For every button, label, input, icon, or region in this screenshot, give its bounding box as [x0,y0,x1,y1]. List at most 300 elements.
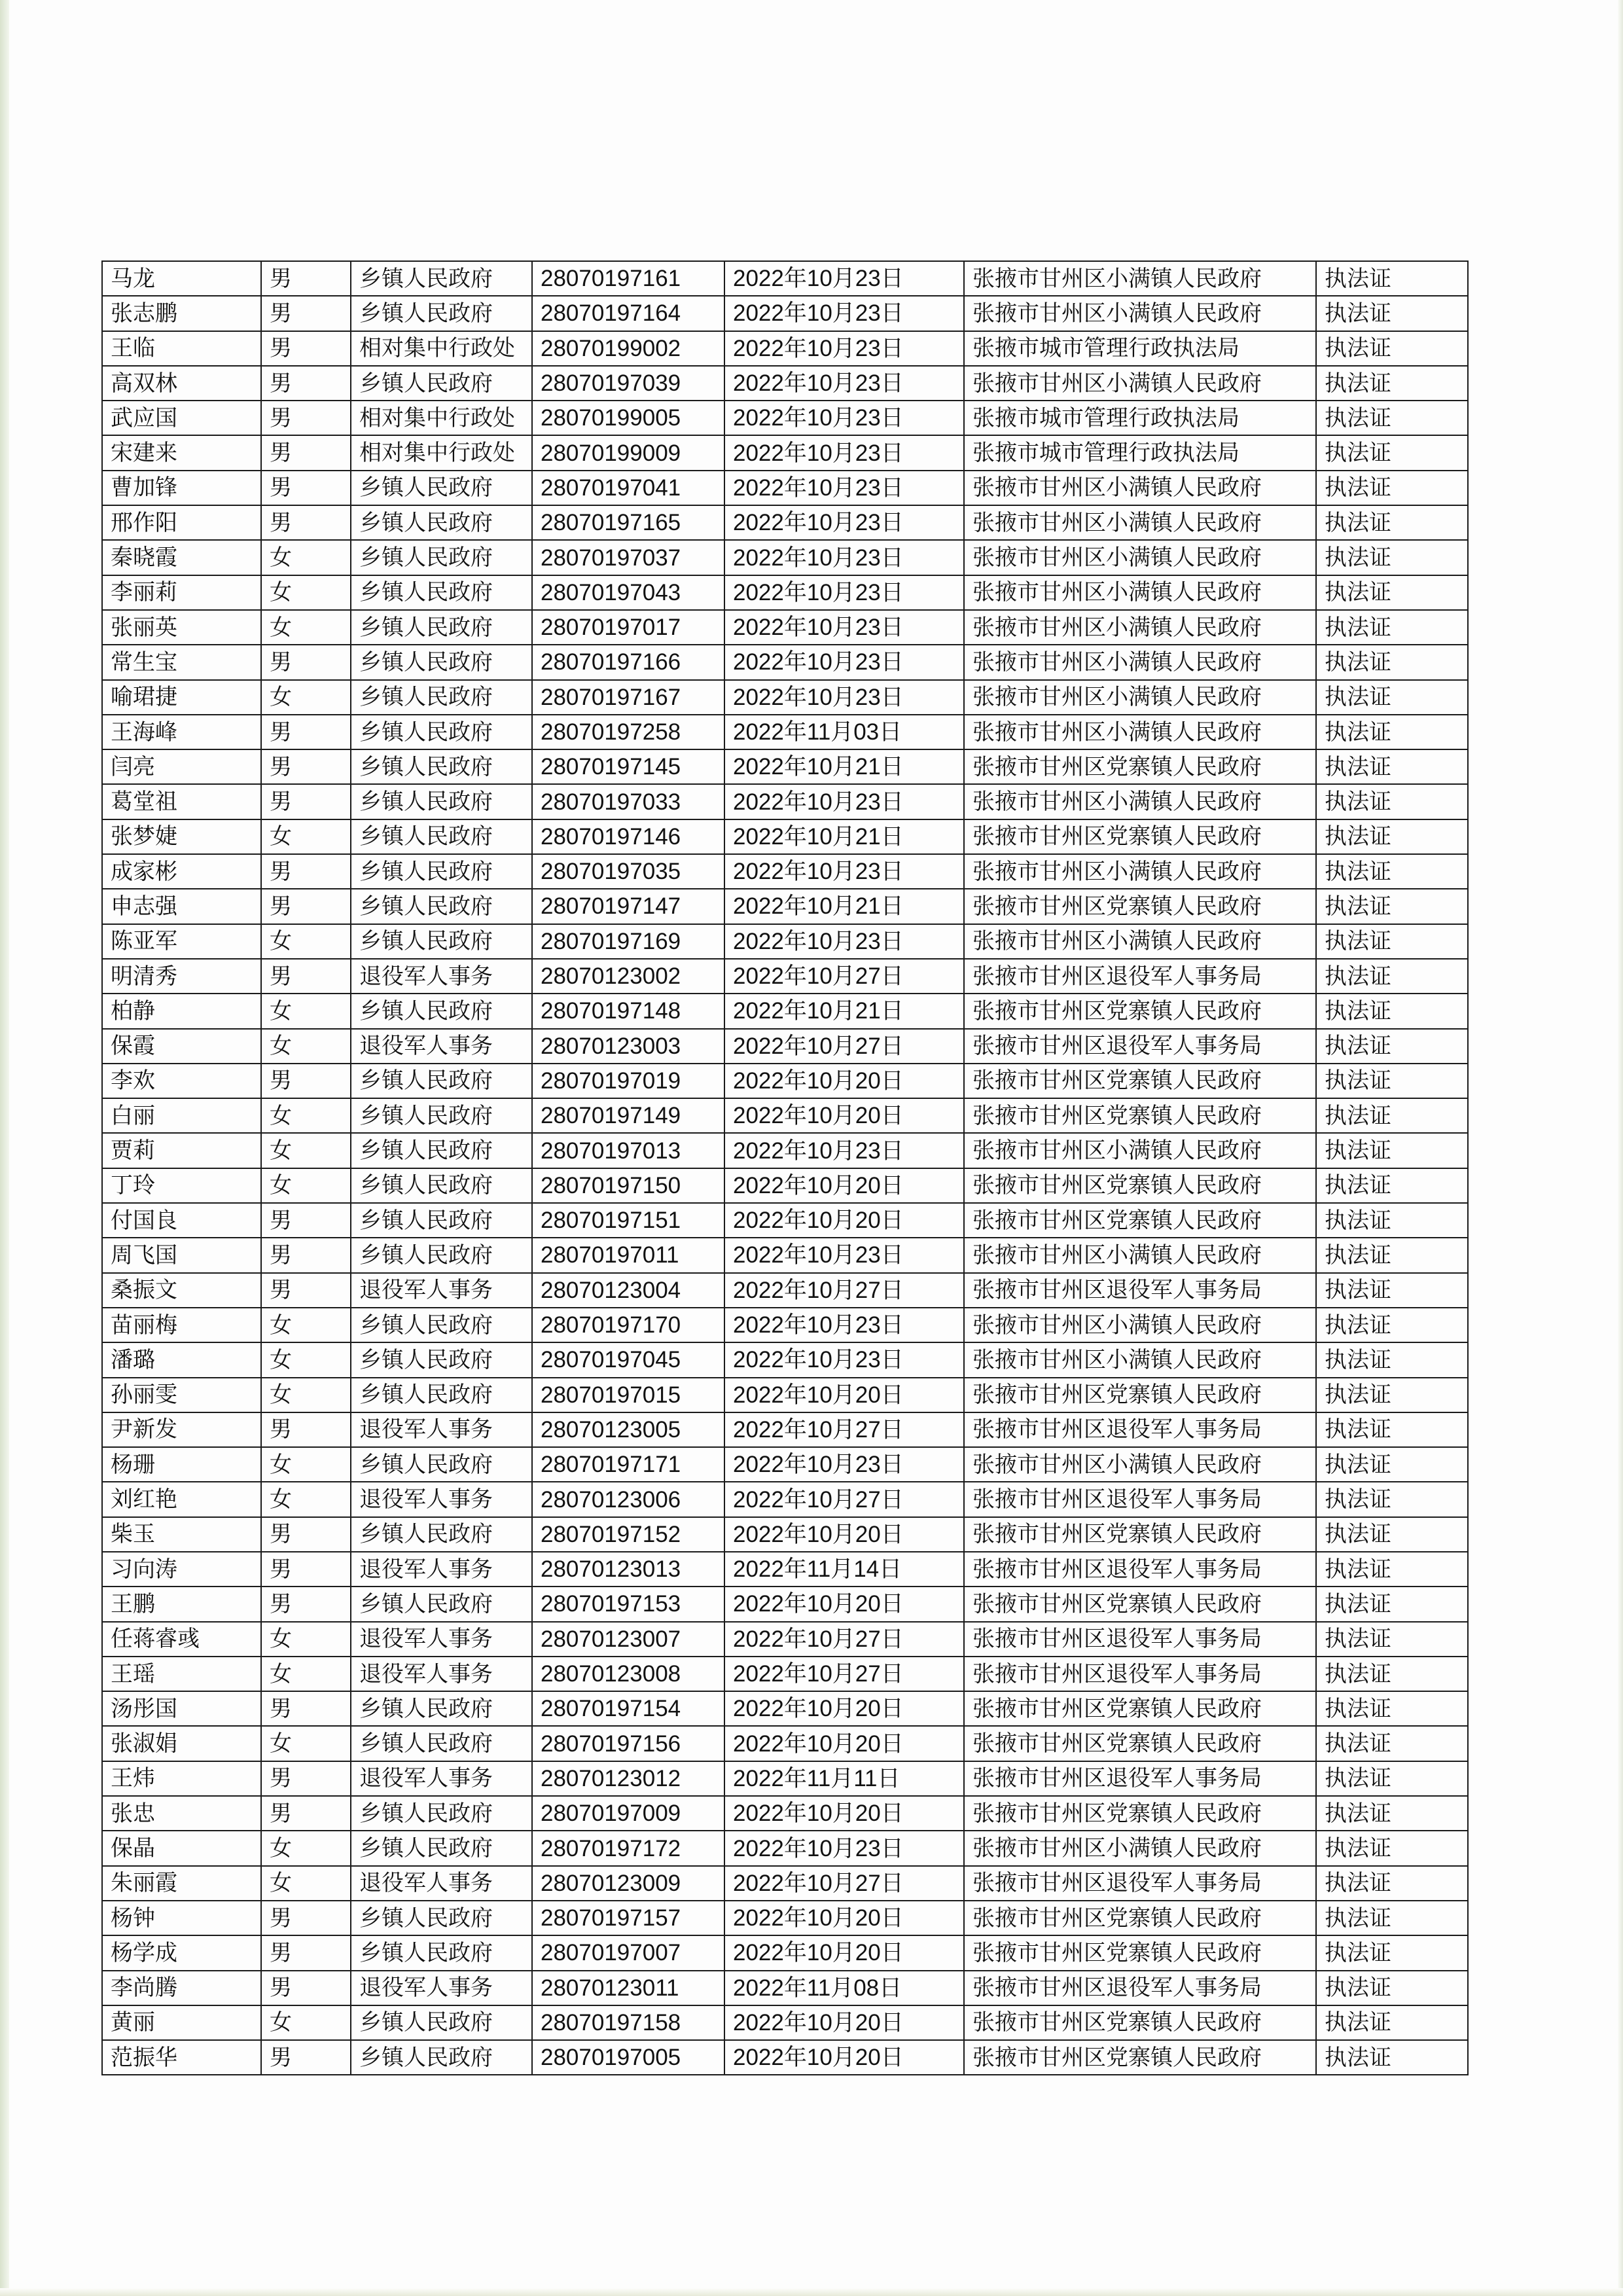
issuing-agency-cell: 张掖市甘州区党寨镇人民政府 [964,1691,1316,1726]
certificate-type-cell: 执法证 [1316,994,1468,1028]
gender-cell: 女 [261,1622,351,1657]
category-cell: 退役军人事务 [351,1866,532,1901]
certificate-number-cell: 28070197011 [532,1238,724,1272]
certificate-type-cell: 执法证 [1316,1761,1468,1796]
issuing-agency-cell: 张掖市甘州区退役军人事务局 [964,1761,1316,1796]
issue-date-cell: 2022年10月20日 [724,1168,964,1203]
category-cell: 乡镇人民政府 [351,1587,532,1621]
gender-cell: 男 [261,435,351,470]
issuing-agency-cell: 张掖市甘州区小满镇人民政府 [964,505,1316,540]
issue-date-cell: 2022年10月20日 [724,1378,964,1412]
certificate-type-cell: 执法证 [1316,366,1468,401]
table-row [102,1657,1468,1691]
name-cell: 习向涛 [102,1552,261,1587]
gender-cell: 男 [261,1901,351,1935]
gender-cell: 男 [261,1761,351,1796]
certificate-number-cell: 28070123011 [532,1971,724,2005]
issue-date-cell: 2022年10月20日 [724,1901,964,1935]
issuing-agency-cell: 张掖市甘州区小满镇人民政府 [964,1238,1316,1272]
certificate-type-cell: 执法证 [1316,575,1468,610]
category-cell: 相对集中行政处 [351,401,532,435]
category-cell: 乡镇人民政府 [351,645,532,679]
certificate-number-cell: 28070199009 [532,435,724,470]
table-row [102,471,1468,505]
table-row [102,1098,1468,1133]
name-cell: 秦晓霞 [102,540,261,575]
certificate-number-cell: 28070197164 [532,296,724,331]
table-row [102,889,1468,924]
category-cell: 乡镇人民政府 [351,1726,532,1761]
issue-date-cell: 2022年10月23日 [724,680,964,715]
gender-cell: 男 [261,1412,351,1447]
table-row [102,1517,1468,1552]
name-cell: 张志鹏 [102,296,261,331]
issue-date-cell: 2022年10月23日 [724,435,964,470]
certificate-number-cell: 28070197156 [532,1726,724,1761]
gender-cell: 男 [261,1238,351,1272]
certificate-number-cell: 28070197149 [532,1098,724,1133]
issue-date-cell: 2022年10月23日 [724,1308,964,1342]
gender-cell: 男 [261,2040,351,2075]
certificate-number-cell: 28070197146 [532,819,724,854]
name-cell: 柴玉 [102,1517,261,1552]
category-cell: 乡镇人民政府 [351,2040,532,2075]
certificate-number-cell: 28070197019 [532,1064,724,1098]
certificate-number-cell: 28070197145 [532,749,724,784]
gender-cell: 男 [261,784,351,819]
gender-cell: 女 [261,540,351,575]
certificate-type-cell: 执法证 [1316,1447,1468,1482]
certificate-type-cell: 执法证 [1316,1622,1468,1657]
scan-edge-left [0,0,9,2296]
certificate-type-cell: 执法证 [1316,680,1468,715]
gender-cell: 男 [261,1064,351,1098]
scan-edge-bottom [0,2288,1623,2296]
certificate-number-cell: 28070123008 [532,1657,724,1691]
certificate-type-cell: 执法证 [1316,1482,1468,1516]
issue-date-cell: 2022年10月23日 [724,924,964,959]
name-cell: 张忠 [102,1796,261,1831]
category-cell: 乡镇人民政府 [351,296,532,331]
issuing-agency-cell: 张掖市甘州区退役军人事务局 [964,1866,1316,1901]
issuing-agency-cell: 张掖市甘州区小满镇人民政府 [964,924,1316,959]
certificate-number-cell: 28070197015 [532,1378,724,1412]
table-row [102,1447,1468,1482]
certificate-type-cell: 执法证 [1316,1657,1468,1691]
category-cell: 退役军人事务 [351,1552,532,1587]
certificate-number-cell: 28070123007 [532,1622,724,1657]
table-row [102,575,1468,610]
issue-date-cell: 2022年10月23日 [724,331,964,366]
table-row [102,1622,1468,1657]
name-cell: 成家彬 [102,854,261,889]
name-cell: 马龙 [102,261,261,296]
name-cell: 保霞 [102,1029,261,1064]
issue-date-cell: 2022年10月23日 [724,505,964,540]
issuing-agency-cell: 张掖市甘州区小满镇人民政府 [964,261,1316,296]
table-row [102,296,1468,331]
certificate-number-cell: 28070197154 [532,1691,724,1726]
issue-date-cell: 2022年10月23日 [724,401,964,435]
name-cell: 李丽莉 [102,575,261,610]
name-cell: 明清秀 [102,959,261,994]
gender-cell: 男 [261,889,351,924]
category-cell: 乡镇人民政府 [351,1691,532,1726]
category-cell: 乡镇人民政府 [351,1342,532,1377]
table-row [102,1901,1468,1935]
certificate-type-cell: 执法证 [1316,1308,1468,1342]
certificate-type-cell: 执法证 [1316,401,1468,435]
certificate-type-cell: 执法证 [1316,889,1468,924]
certificate-number-cell: 28070123004 [532,1273,724,1308]
issue-date-cell: 2022年11月08日 [724,1971,964,2005]
certificate-type-cell: 执法证 [1316,2005,1468,2040]
gender-cell: 女 [261,1168,351,1203]
name-cell: 尹新发 [102,1412,261,1447]
issue-date-cell: 2022年10月23日 [724,784,964,819]
category-cell: 乡镇人民政府 [351,1064,532,1098]
certificate-type-cell: 执法证 [1316,471,1468,505]
issuing-agency-cell: 张掖市甘州区党寨镇人民政府 [964,1587,1316,1621]
name-cell: 张丽英 [102,610,261,645]
table-row [102,1308,1468,1342]
gender-cell: 女 [261,924,351,959]
table-row [102,1342,1468,1377]
certificate-type-cell: 执法证 [1316,296,1468,331]
table-row [102,1133,1468,1168]
gender-cell: 女 [261,1378,351,1412]
certificate-number-cell: 28070197007 [532,1935,724,1970]
certificate-number-cell: 28070197033 [532,784,724,819]
certificate-type-cell: 执法证 [1316,331,1468,366]
certificate-number-cell: 28070197151 [532,1203,724,1238]
table-row [102,2005,1468,2040]
category-cell: 乡镇人民政府 [351,1308,532,1342]
table-row [102,1971,1468,2005]
scan-edge-right [1618,0,1623,2296]
category-cell: 乡镇人民政府 [351,1831,532,1865]
issue-date-cell: 2022年10月21日 [724,994,964,1028]
name-cell: 杨钟 [102,1901,261,1935]
gender-cell: 男 [261,959,351,994]
issuing-agency-cell: 张掖市甘州区小满镇人民政府 [964,784,1316,819]
category-cell: 乡镇人民政府 [351,715,532,749]
name-cell: 白丽 [102,1098,261,1133]
name-cell: 申志强 [102,889,261,924]
category-cell: 乡镇人民政府 [351,680,532,715]
gender-cell: 男 [261,1273,351,1308]
category-cell: 乡镇人民政府 [351,1796,532,1831]
issue-date-cell: 2022年10月27日 [724,959,964,994]
name-cell: 孙丽雯 [102,1378,261,1412]
issuing-agency-cell: 张掖市甘州区小满镇人民政府 [964,1308,1316,1342]
certificate-number-cell: 28070197041 [532,471,724,505]
certificate-number-cell: 28070197169 [532,924,724,959]
certificate-type-cell: 执法证 [1316,261,1468,296]
gender-cell: 女 [261,1029,351,1064]
certificate-type-cell: 执法证 [1316,1552,1468,1587]
name-cell: 高双林 [102,366,261,401]
certificate-type-cell: 执法证 [1316,1831,1468,1865]
issuing-agency-cell: 张掖市甘州区党寨镇人民政府 [964,994,1316,1028]
table-row [102,1691,1468,1726]
issue-date-cell: 2022年10月23日 [724,1342,964,1377]
issuing-agency-cell: 张掖市甘州区小满镇人民政府 [964,1133,1316,1168]
name-cell: 周飞国 [102,1238,261,1272]
issue-date-cell: 2022年11月14日 [724,1552,964,1587]
issuing-agency-cell: 张掖市甘州区小满镇人民政府 [964,1447,1316,1482]
category-cell: 相对集中行政处 [351,435,532,470]
issue-date-cell: 2022年10月20日 [724,1935,964,1970]
issuing-agency-cell: 张掖市甘州区小满镇人民政府 [964,471,1316,505]
certificate-type-cell: 执法证 [1316,645,1468,679]
issue-date-cell: 2022年10月20日 [724,1203,964,1238]
name-cell: 王临 [102,331,261,366]
certificate-type-cell: 执法证 [1316,1412,1468,1447]
category-cell: 乡镇人民政府 [351,784,532,819]
certificate-number-cell: 28070197045 [532,1342,724,1377]
enforcement-personnel-table [101,260,1469,2075]
issuing-agency-cell: 张掖市甘州区党寨镇人民政府 [964,749,1316,784]
name-cell: 闫亮 [102,749,261,784]
certificate-number-cell: 28070197148 [532,994,724,1028]
gender-cell: 男 [261,1517,351,1552]
certificate-type-cell: 执法证 [1316,924,1468,959]
issue-date-cell: 2022年10月20日 [724,1726,964,1761]
issue-date-cell: 2022年10月23日 [724,1238,964,1272]
certificate-type-cell: 执法证 [1316,1273,1468,1308]
table-row [102,540,1468,575]
issue-date-cell: 2022年10月27日 [724,1866,964,1901]
certificate-type-cell: 执法证 [1316,784,1468,819]
name-cell: 杨学成 [102,1935,261,1970]
certificate-number-cell: 28070197043 [532,575,724,610]
issue-date-cell: 2022年10月21日 [724,749,964,784]
table-row [102,924,1468,959]
certificate-number-cell: 28070197035 [532,854,724,889]
issuing-agency-cell: 张掖市甘州区小满镇人民政府 [964,610,1316,645]
certificate-number-cell: 28070197039 [532,366,724,401]
issue-date-cell: 2022年10月23日 [724,1447,964,1482]
table-row [102,366,1468,401]
gender-cell: 女 [261,819,351,854]
certificate-number-cell: 28070197152 [532,1517,724,1552]
issue-date-cell: 2022年10月23日 [724,645,964,679]
table-row [102,1482,1468,1516]
issuing-agency-cell: 张掖市甘州区退役军人事务局 [964,1273,1316,1308]
table-row [102,680,1468,715]
issuing-agency-cell: 张掖市甘州区退役军人事务局 [964,1971,1316,2005]
certificate-type-cell: 执法证 [1316,1133,1468,1168]
gender-cell: 男 [261,1935,351,1970]
certificate-type-cell: 执法证 [1316,1168,1468,1203]
issue-date-cell: 2022年10月20日 [724,1587,964,1621]
table-row [102,1412,1468,1447]
category-cell: 乡镇人民政府 [351,1935,532,1970]
certificate-number-cell: 28070199005 [532,401,724,435]
issuing-agency-cell: 张掖市甘州区党寨镇人民政府 [964,1901,1316,1935]
issuing-agency-cell: 张掖市城市管理行政执法局 [964,435,1316,470]
certificate-type-cell: 执法证 [1316,1971,1468,2005]
issue-date-cell: 2022年10月20日 [724,1064,964,1098]
name-cell: 武应国 [102,401,261,435]
table-row [102,435,1468,470]
certificate-number-cell: 28070197037 [532,540,724,575]
name-cell: 范振华 [102,2040,261,2075]
issuing-agency-cell: 张掖市甘州区小满镇人民政府 [964,575,1316,610]
name-cell: 宋建来 [102,435,261,470]
issue-date-cell: 2022年10月23日 [724,296,964,331]
gender-cell: 女 [261,2005,351,2040]
issue-date-cell: 2022年10月23日 [724,1133,964,1168]
category-cell: 退役军人事务 [351,1029,532,1064]
name-cell: 王鹏 [102,1587,261,1621]
certificate-number-cell: 28070197165 [532,505,724,540]
issuing-agency-cell: 张掖市甘州区退役军人事务局 [964,1622,1316,1657]
table-row [102,1726,1468,1761]
gender-cell: 女 [261,680,351,715]
issuing-agency-cell: 张掖市甘州区党寨镇人民政府 [964,1378,1316,1412]
gender-cell: 男 [261,331,351,366]
certificate-type-cell: 执法证 [1316,1587,1468,1621]
certificate-number-cell: 28070197158 [532,2005,724,2040]
issuing-agency-cell: 张掖市甘州区党寨镇人民政府 [964,1935,1316,1970]
certificate-number-cell: 28070197170 [532,1308,724,1342]
gender-cell: 女 [261,610,351,645]
category-cell: 乡镇人民政府 [351,1098,532,1133]
issuing-agency-cell: 张掖市甘州区小满镇人民政府 [964,1342,1316,1377]
table-row [102,994,1468,1028]
certificate-number-cell: 28070123009 [532,1866,724,1901]
gender-cell: 男 [261,715,351,749]
issuing-agency-cell: 张掖市甘州区党寨镇人民政府 [964,1726,1316,1761]
issue-date-cell: 2022年10月20日 [724,1796,964,1831]
certificate-number-cell: 28070197161 [532,261,724,296]
certificate-number-cell: 28070197150 [532,1168,724,1203]
name-cell: 贾莉 [102,1133,261,1168]
table-row [102,1203,1468,1238]
issue-date-cell: 2022年11月11日 [724,1761,964,1796]
category-cell: 乡镇人民政府 [351,2005,532,2040]
table-row [102,784,1468,819]
certificate-type-cell: 执法证 [1316,610,1468,645]
gender-cell: 男 [261,1796,351,1831]
table-row [102,2040,1468,2075]
issuing-agency-cell: 张掖市甘州区党寨镇人民政府 [964,1168,1316,1203]
certificate-type-cell: 执法证 [1316,1064,1468,1098]
category-cell: 退役军人事务 [351,1622,532,1657]
name-cell: 保晶 [102,1831,261,1865]
certificate-type-cell: 执法证 [1316,1098,1468,1133]
issuing-agency-cell: 张掖市甘州区党寨镇人民政府 [964,2005,1316,2040]
category-cell: 乡镇人民政府 [351,1133,532,1168]
name-cell: 李欢 [102,1064,261,1098]
issue-date-cell: 2022年10月23日 [724,575,964,610]
gender-cell: 女 [261,1726,351,1761]
category-cell: 相对集中行政处 [351,331,532,366]
certificate-number-cell: 28070197153 [532,1587,724,1621]
gender-cell: 男 [261,471,351,505]
table-row [102,1866,1468,1901]
gender-cell: 男 [261,366,351,401]
table-row [102,1935,1468,1970]
issue-date-cell: 2022年10月23日 [724,1831,964,1865]
category-cell: 乡镇人民政府 [351,575,532,610]
name-cell: 曹加锋 [102,471,261,505]
issue-date-cell: 2022年10月21日 [724,819,964,854]
gender-cell: 女 [261,1447,351,1482]
certificate-type-cell: 执法证 [1316,959,1468,994]
issuing-agency-cell: 张掖市城市管理行政执法局 [964,331,1316,366]
issuing-agency-cell: 张掖市甘州区退役军人事务局 [964,1482,1316,1516]
issuing-agency-cell: 张掖市甘州区退役军人事务局 [964,1029,1316,1064]
certificate-type-cell: 执法证 [1316,1238,1468,1272]
name-cell: 邢作阳 [102,505,261,540]
issuing-agency-cell: 张掖市甘州区党寨镇人民政府 [964,1064,1316,1098]
gender-cell: 男 [261,1203,351,1238]
table-row [102,1552,1468,1587]
name-cell: 喻珺捷 [102,680,261,715]
issue-date-cell: 2022年10月23日 [724,854,964,889]
table-row [102,1796,1468,1831]
category-cell: 乡镇人民政府 [351,854,532,889]
table-row [102,749,1468,784]
gender-cell: 女 [261,1133,351,1168]
certificate-type-cell: 执法证 [1316,1203,1468,1238]
gender-cell: 男 [261,749,351,784]
certificate-number-cell: 28070123002 [532,959,724,994]
table-row [102,854,1468,889]
category-cell: 退役军人事务 [351,1971,532,2005]
issue-date-cell: 2022年10月27日 [724,1029,964,1064]
table-row [102,645,1468,679]
name-cell: 苗丽梅 [102,1308,261,1342]
name-cell: 杨珊 [102,1447,261,1482]
table-row [102,505,1468,540]
table-row [102,261,1468,296]
certificate-type-cell: 执法证 [1316,435,1468,470]
category-cell: 退役军人事务 [351,959,532,994]
name-cell: 柏静 [102,994,261,1028]
gender-cell: 女 [261,1831,351,1865]
gender-cell: 女 [261,1657,351,1691]
category-cell: 退役军人事务 [351,1761,532,1796]
category-cell: 乡镇人民政府 [351,471,532,505]
gender-cell: 女 [261,575,351,610]
issuing-agency-cell: 张掖市甘州区小满镇人民政府 [964,1831,1316,1865]
certificate-number-cell: 28070197009 [532,1796,724,1831]
category-cell: 乡镇人民政府 [351,1378,532,1412]
issue-date-cell: 2022年10月27日 [724,1657,964,1691]
table-row [102,401,1468,435]
certificate-number-cell: 28070123003 [532,1029,724,1064]
gender-cell: 男 [261,261,351,296]
issuing-agency-cell: 张掖市甘州区党寨镇人民政府 [964,1796,1316,1831]
category-cell: 退役军人事务 [351,1412,532,1447]
gender-cell: 男 [261,1587,351,1621]
certificate-number-cell: 28070197157 [532,1901,724,1935]
certificate-number-cell: 28070197167 [532,680,724,715]
issuing-agency-cell: 张掖市甘州区小满镇人民政府 [964,715,1316,749]
issue-date-cell: 2022年10月20日 [724,2040,964,2075]
issue-date-cell: 2022年10月27日 [724,1482,964,1516]
certificate-number-cell: 28070197258 [532,715,724,749]
name-cell: 葛堂祖 [102,784,261,819]
issuing-agency-cell: 张掖市甘州区党寨镇人民政府 [964,1203,1316,1238]
issuing-agency-cell: 张掖市甘州区退役军人事务局 [964,959,1316,994]
gender-cell: 男 [261,1552,351,1587]
table-row [102,1238,1468,1272]
